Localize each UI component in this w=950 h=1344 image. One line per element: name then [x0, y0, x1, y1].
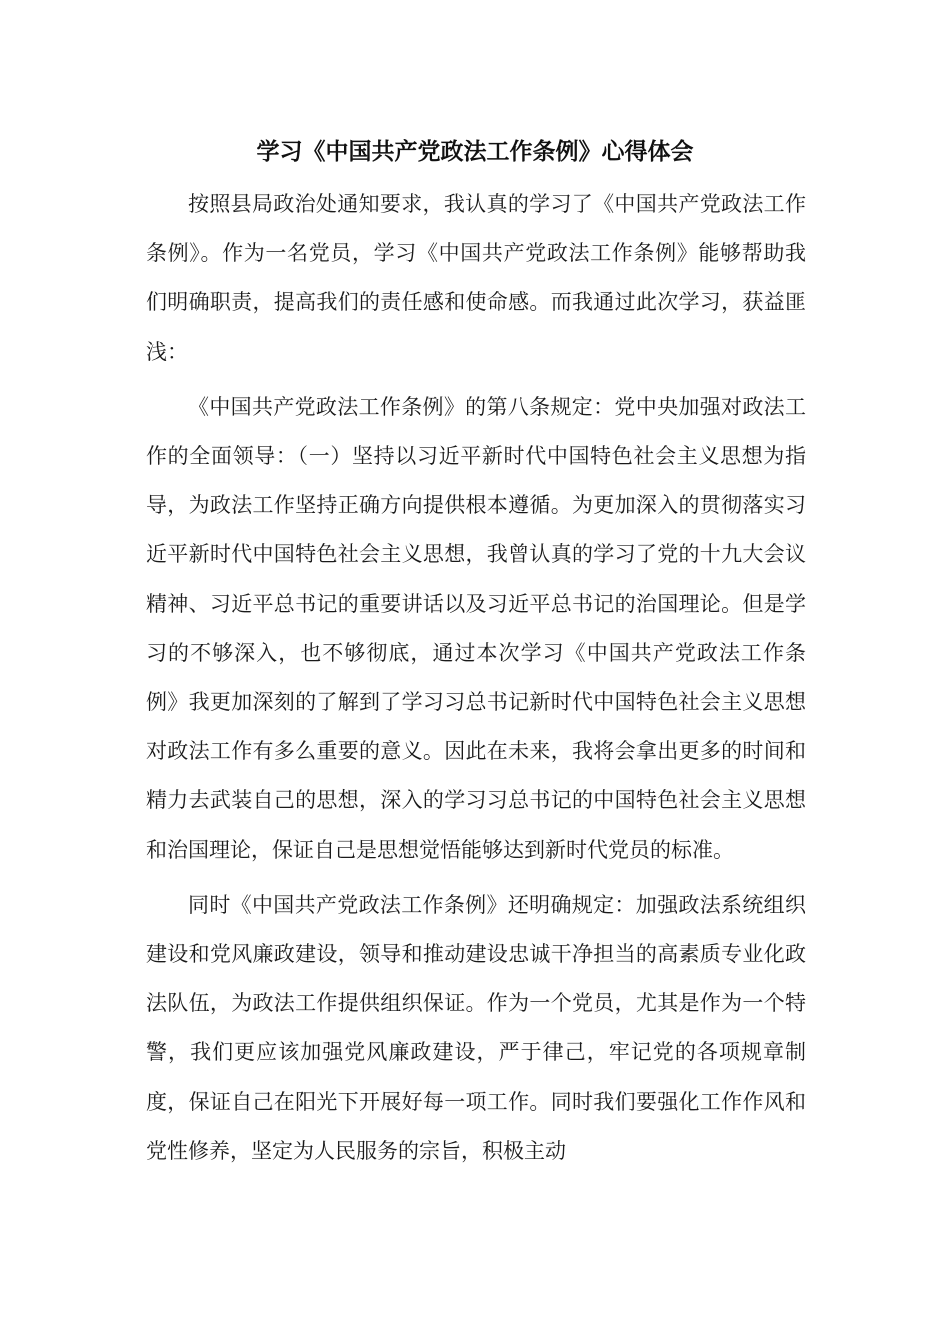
- paragraph-2: 《中国共产党政法工作条例》的第八条规定：党中央加强对政法工作的全面领导：（一）坚持以习近平新时代中国特色社会主义思想为指导，为政法工作坚持正确方向提供根本遵循。为更加深入的贯彻落实习近平新时代中国特色社会主义思想，我曾认真的学习了党的十九大会议精神、习近平总书记的重要讲话以及习近平总书记的治国理论。但是学习的不够深入，也不够彻底，通过本次学习《中国共产党政法工作条例》我更加深刻的了解到了学习习总书记新时代中国特色社会主义思想对政法工作有多么重要的意义。因此在未来，我将会拿出更多的时间和精力去武装自己的思想，深入的学习习总书记的中国特色社会主义思想和治国理论，保证自己是思想觉悟能够达到新时代党员的标准。: [146, 394, 806, 862]
- paragraph-1: 按照县局政治处通知要求，我认真的学习了《中国共产党政法工作条例》。作为一名党员，学习《中国共产党政法工作条例》能够帮助我们明确职责，提高我们的责任感和使命感。而我通过此次学习，获益匪浅：: [146, 192, 806, 364]
- document-body: [146, 180, 806, 1176]
- document-title: 学习《中国共产党政法工作条例》心得体会: [256, 139, 694, 165]
- paragraph-3: 同时《中国共产党政法工作条例》还明确规定：加强政法系统组织建设和党风廉政建设，领导和推动建设忠诚干净担当的高素质专业化政法队伍，为政法工作提供组织保证。作为一个党员，尤其是作为一个特警，我们更应该加强党风廉政建设，严于律己，牢记党的各项规章制度，保证自己在阳光下开展好每一项工作。同时我们要强化工作作风和党性修养，坚定为人民服务的宗旨，积极主动: [146, 892, 806, 1163]
